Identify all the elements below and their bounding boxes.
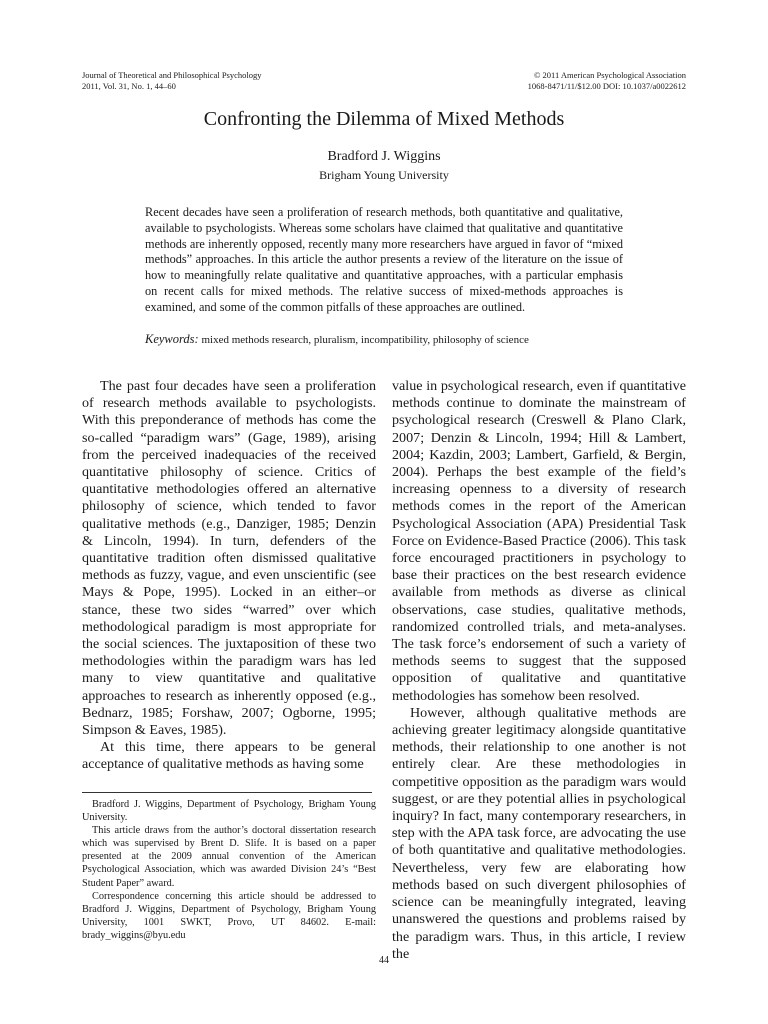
journal-name: Journal of Theoretical and Philosophical Psychology — [82, 70, 262, 80]
footnote: Correspondence concerning this article should be addressed to Bradford J. Wiggins, Department of Psychology, Brigham Young University, 1001 SWKT, Provo, UT 84602. E-mail: brady_wiggins@byu.edu — [82, 890, 376, 941]
body-paragraph: The past four decades have seen a proliferation of research methods available to psychologists. With this preponderance of methods has come the so-called “paradigm wars” (Gage, 1989), arising from the perceived inadequacies of the received quantitative philosophy of science. Critics of quantitative methodologies offered an alternative philosophy of science, which tended to favor qualitative methods (e.g., Danziger, 1985; Denzin & Lincoln, 1994). In turn, defenders of the quantitative tradition often dismissed qualitative methods as fuzzy, vague, and even unscientific (see Mays & Pope, 1995). Locked in an either–or stance, these two sides “warred” over which methodological paradigm is most appropriate for the social sciences. The juxtaposition of these two methodologies within the paradigm wars has led many to view quantitative and qualitative approaches to research as inherently opposed (e.g., Bednarz, 1985; Forshaw, 2007; Ogborne, 1995; Simpson & Eaves, 1985). — [82, 378, 376, 739]
doi-line: 1068-8471/11/$12.00 DOI: 10.1037/a0022612 — [527, 81, 686, 91]
page-number: 44 — [379, 955, 389, 966]
author-note — [82, 798, 376, 942]
author-affiliation: Brigham Young University — [319, 168, 449, 182]
body-paragraph: value in psychological research, even if quantitative methods continue to dominate the mainstream of psychological research (Creswell & Plano Clark, 2007; Denzin & Lincoln, 1994; Hill & Lambert, 2004; Kazdin, 2003; Lambert, Garfield, & Bergin, 2004). Perhaps the best example of the field’s increasing openness to a diversity of research methods comes in the report of the American Psychological Association (APA) Presidential Task Force on Evidence-Based Practice (2006). This task force encouraged practitioners in psychology to base their practices on the best research evidence available from methods as diverse as clinical observations, case studies, qualitative methods, randomized controlled trials, and meta-analyses. The task force’s endorsement of such a variety of methods seems to suggest that the supposed opposition of qualitative and quantitative methodologies has somehow been resolved. — [392, 378, 686, 704]
copyright-notice: © 2011 American Psychological Association — [533, 70, 686, 80]
body-paragraph: However, although qualitative methods are achieving greater legitimacy alongside quantitative methods, their relationship to one another is not entirely clear. Are these methodologies in competitive opposition as the paradigm wars would suggest, or are they potential allies in psychological inquiry? In fact, many contemporary researchers, in step with the APA task force, are advocating the use of both quantitative and qualitative methodologies. Nevertheless, very few are elaborating how methods based on such divergent philosophies of science can be meaningfully integrated, leaving unanswered the questions and problems raised by the paradigm wars. Thus, in this article, I review the — [392, 704, 686, 962]
body-column-left — [82, 378, 376, 774]
abstract: Recent decades have seen a proliferation of research methods, both quantitative and qualitative, available to psychologists. Whereas some scholars have claimed that qualitative and quantitative methods are inherently opposed, recently many more researchers have argued in favor of “mixed methods” approaches. In this article the author presents a review of the literature on the issue of how to meaningfully relate qualitative and quantitative approaches, with a particular emphasis on recent calls for mixed methods. The relative success of mixed-methods approaches is examined, and some of the common pitfalls of these approaches are outlined. — [145, 205, 623, 314]
keywords-list: mixed methods research, pluralism, incompatibility, philosophy of science — [201, 334, 529, 346]
keywords-label: Keywords: — [145, 332, 199, 346]
footnote-divider — [82, 792, 372, 793]
author-name: Bradford J. Wiggins — [327, 149, 441, 164]
keywords-line — [145, 332, 623, 348]
footnote: Bradford J. Wiggins, Department of Psychology, Brigham Young University. — [82, 799, 376, 824]
footnote: This article draws from the author’s doctoral dissertation research which was supervised by Brent D. Slife. It is based on a paper presented at the 2009 annual convention of the American Psychological Association, which was awarded Division 24’s “Best Student Paper” award. — [82, 825, 376, 889]
journal-volume: 2011, Vol. 31, No. 1, 44–60 — [82, 81, 176, 91]
article-title: Confronting the Dilemma of Mixed Methods — [203, 108, 565, 130]
copyright-block — [356, 70, 686, 92]
body-paragraph: At this time, there appears to be general acceptance of qualitative methods as having some — [82, 739, 376, 773]
body-column-right — [392, 378, 686, 963]
